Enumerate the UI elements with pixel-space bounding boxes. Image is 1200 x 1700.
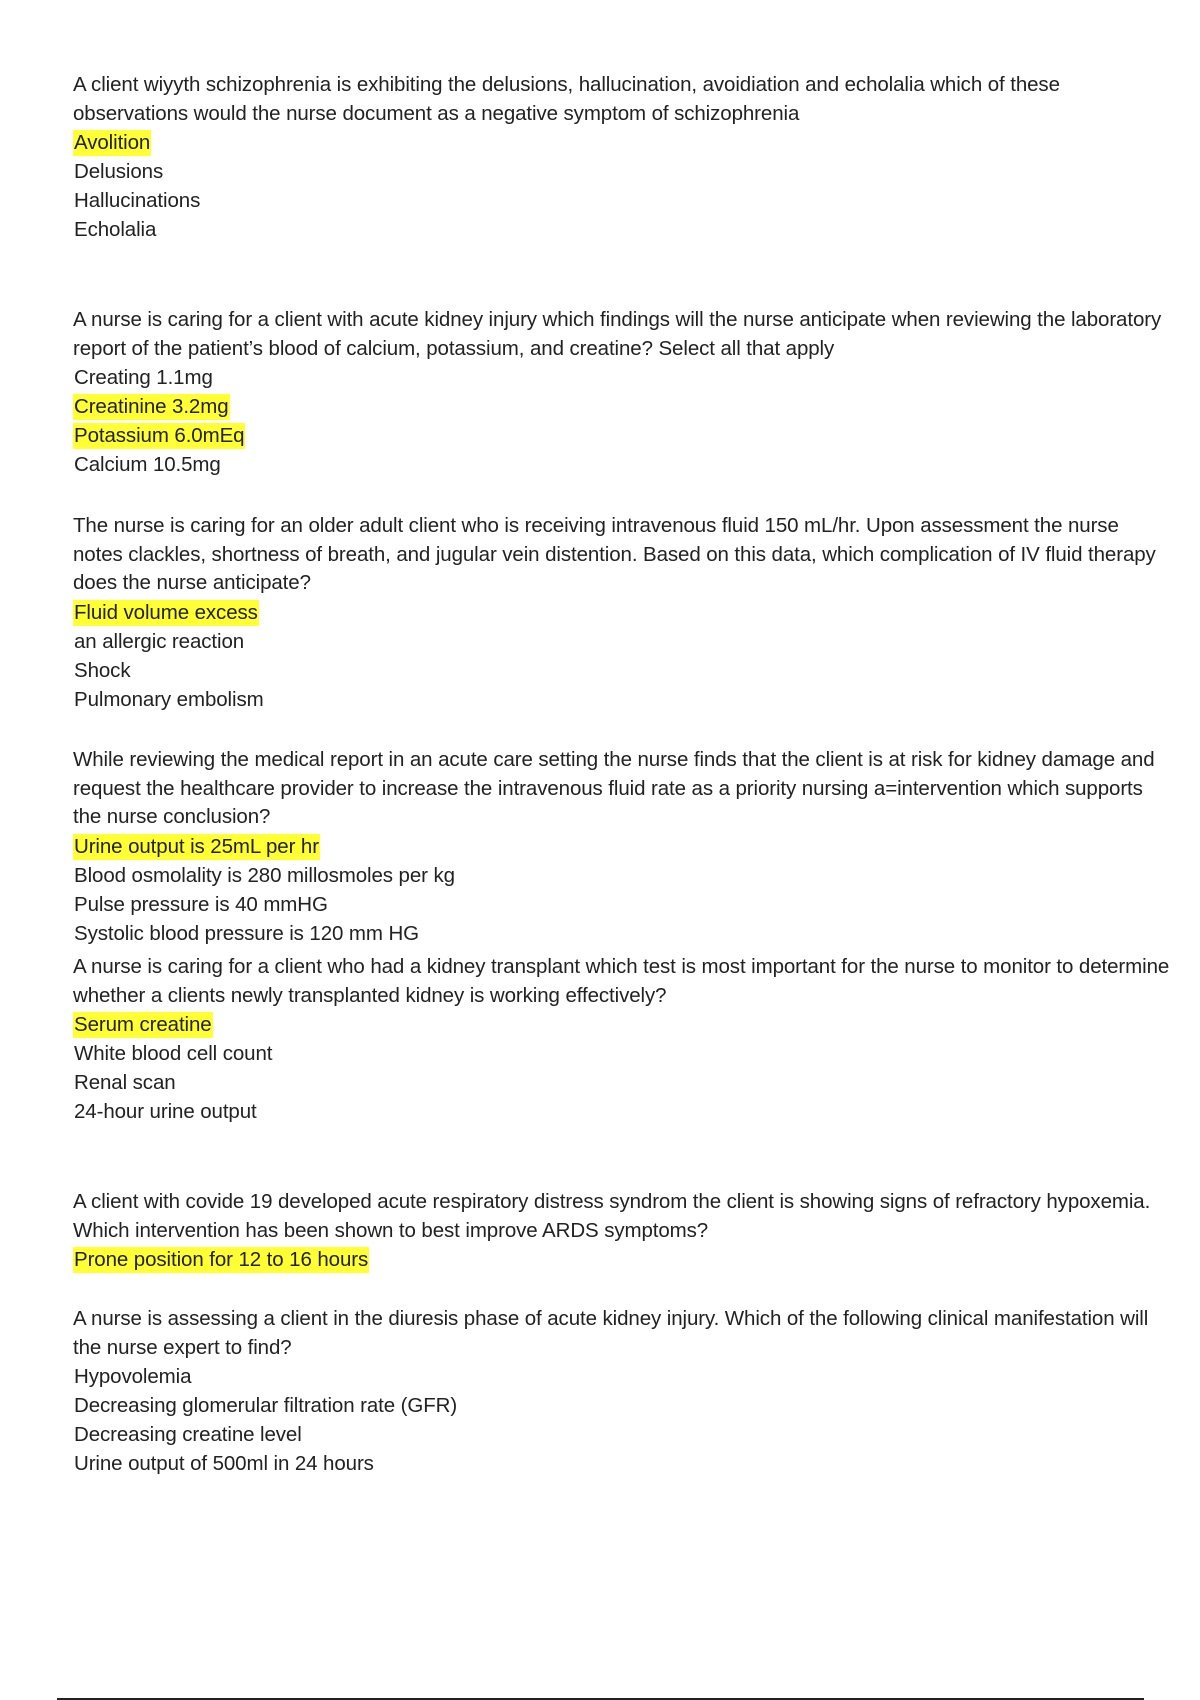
option-highlighted: [73, 1010, 1173, 1039]
option-highlighted: [73, 1245, 1173, 1274]
option-text: Systolic blood pressure is 120 mm HG: [74, 921, 420, 945]
question-6: [73, 1188, 1173, 1274]
option-text: Fluid volume excess: [74, 600, 258, 624]
option: [73, 1039, 1173, 1068]
option: [73, 627, 1173, 656]
question-stem: A client with covide 19 developed acute respiratory distress syndrom the client is showing signs of refractory hypoxemia. Which intervention has been shown to best improve ARDS symptoms?: [73, 1190, 1151, 1242]
option-text: Blood osmolality is 280 millosmoles per kg: [74, 863, 455, 887]
option-text: Urine output is 25mL per hr: [74, 834, 319, 858]
option-text: Avolition: [74, 131, 151, 154]
option-text: Creating 1.1mg: [74, 366, 213, 389]
question-2: [73, 306, 1173, 479]
question-stem: The nurse is caring for an older adult client who is receiving intravenous fluid 150 mL/hr. Upon assessment the nurse notes clackles, shortness of breath, and jugular vein distention. Based on this data, which complication of IV fluid therapy does the nurse anticipate?: [73, 514, 1156, 594]
question-5: [73, 953, 1173, 1126]
question-stem: A client wiyyth schizophrenia is exhibiting the delusions, hallucination, avoidiation and echolalia which of these observations would the nurse document as a negative symptom of schizophrenia: [73, 73, 1060, 125]
option-list: [73, 1010, 1173, 1126]
option-text: Potassium 6.0mEq: [74, 424, 245, 447]
option-text: Delusions: [74, 160, 164, 183]
option-text: Hallucinations: [74, 189, 201, 212]
option-highlighted: [73, 421, 1173, 450]
option-text: Hypovolemia: [74, 1365, 192, 1388]
question-stem: A nurse is caring for a client with acute kidney injury which findings will the nurse anticipate when reviewing the laboratory report of the patient’s blood of calcium, potassium, and creatine? Select all that apply: [73, 308, 1162, 360]
option-list: [73, 598, 1173, 714]
question-stem: A nurse is assessing a client in the diuresis phase of acute kidney injury. Which of the following clinical manifestation will the nurse expert to find?: [73, 1307, 1149, 1359]
option-highlighted: [73, 392, 1173, 421]
option: [73, 919, 1173, 948]
option: [73, 450, 1173, 479]
option-list: [73, 128, 1173, 244]
option: [73, 186, 1173, 215]
question-3: [73, 512, 1173, 714]
option-text: Pulse pressure is 40 mmHG: [74, 892, 328, 916]
question-7: [73, 1305, 1173, 1478]
option: [73, 215, 1173, 244]
option: [73, 1420, 1173, 1449]
option-list: [73, 832, 1173, 948]
option-text: Shock: [74, 658, 131, 682]
option: [73, 1097, 1173, 1126]
option-text: Creatinine 3.2mg: [74, 395, 229, 418]
option: [73, 685, 1173, 714]
option-highlighted: [73, 598, 1173, 627]
option-text: Pulmonary embolism: [74, 687, 264, 711]
option: [73, 363, 1173, 392]
question-stem: A nurse is caring for a client who had a kidney transplant which test is most important for the nurse to monitor to determine whether a clients newly transplanted kidney is working effectively?: [73, 955, 1170, 1007]
option-text: Renal scan: [74, 1071, 176, 1094]
option-text: Decreasing glomerular filtration rate (GFR): [74, 1394, 458, 1417]
option-highlighted: [73, 832, 1173, 861]
option-highlighted: [73, 128, 1173, 157]
question-4: [73, 746, 1173, 948]
option: [73, 861, 1173, 890]
option-list: [73, 363, 1173, 479]
option-text: an allergic reaction: [74, 629, 245, 653]
question-1: [73, 71, 1173, 244]
option-text: Serum creatine: [74, 1013, 212, 1036]
option: [73, 656, 1173, 685]
option-text: Calcium 10.5mg: [74, 453, 221, 476]
option: [73, 1068, 1173, 1097]
option-text: Prone position for 12 to 16 hours: [74, 1248, 369, 1271]
option-text: 24-hour urine output: [74, 1100, 257, 1123]
option: [73, 890, 1173, 919]
option: [73, 1391, 1173, 1420]
option-text: Echolalia: [74, 218, 157, 241]
option-text: Urine output of 500ml in 24 hours: [74, 1452, 374, 1475]
option-list: [73, 1245, 1173, 1274]
option: [73, 157, 1173, 186]
option: [73, 1449, 1173, 1478]
question-stem: While reviewing the medical report in an acute care setting the nurse finds that the client is at risk for kidney damage and request the healthcare provider to increase the intravenous fluid rate as a priority nursing a=intervention which supports the nurse conclusion?: [73, 748, 1155, 828]
option-text: Decreasing creatine level: [74, 1423, 302, 1446]
option-text: White blood cell count: [74, 1042, 273, 1065]
option-list: [73, 1362, 1173, 1478]
option: [73, 1362, 1173, 1391]
